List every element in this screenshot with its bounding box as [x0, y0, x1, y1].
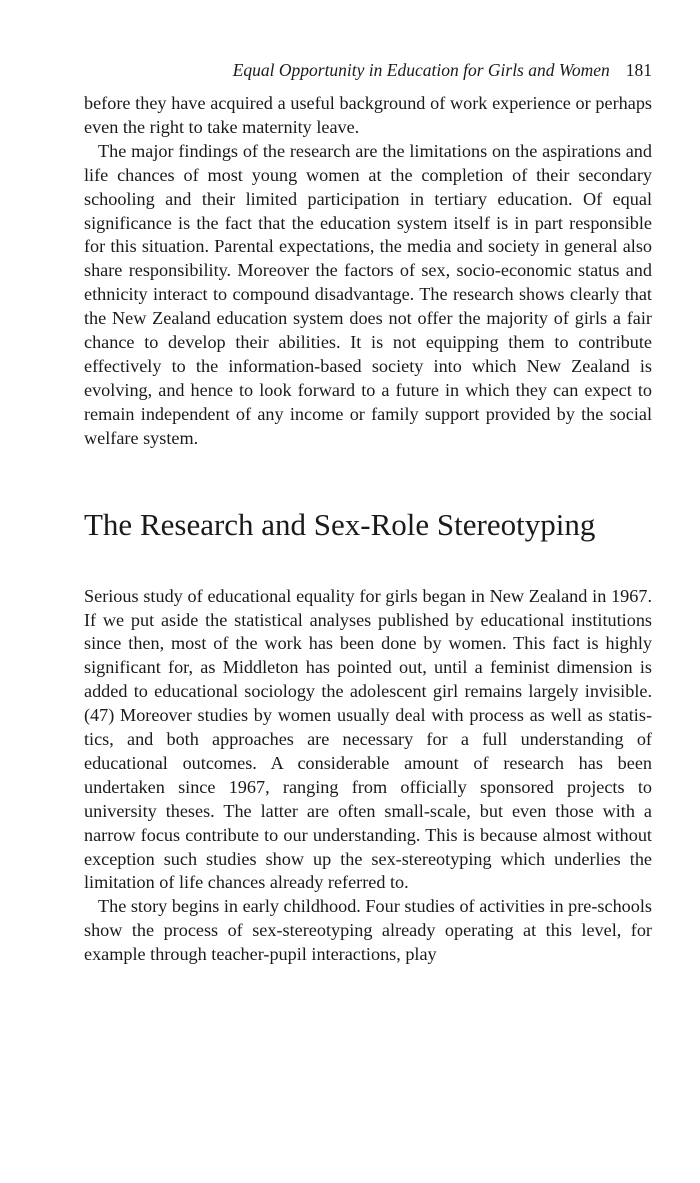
body-paragraph-early-childhood: The story begins in early childhood. Four studies of activities in pre-schools show the process of sex-stereotyping already operating at this level, for example through teacher-pupil interactions, play — [84, 896, 652, 965]
body-paragraph-serious-study: Serious study of educational equality for girls began in New Zealand in 1967. If we put aside the statistical analyses published by educational institutions since then, most of the work has been done by women. This fact is highly significant for, as Middleton has pointed out, until a feminist dimension is added to educational sociology the adolescent girl remains largely invisible. (47) Moreover studies by women usually deal with process as well as statistics, and both approaches are necessary for a full understanding of educational outcomes. A considerable amount of research has been undertaken since 1967, ranging from officially sponsored projects to university theses. The latter are often small-scale, but even those with a narrow focus contribute to our understanding. This is because almost without exception such studies show up the sex-stereotyping which underlies the limitation of life chances already referred to. — [84, 585, 652, 893]
running-head — [84, 58, 652, 82]
section-heading: The Research and Sex-Role Stereotyping — [84, 506, 596, 542]
running-head-title: Equal Opportunity in Education for Girls and Women — [232, 60, 610, 80]
page-number: 181 — [625, 60, 652, 80]
body-paragraph-continuation: before they have acquired a useful background of work experience or perhaps even the right to take maternity leave. — [84, 93, 652, 137]
body-paragraph-findings: The major findings of the research are the limitations on the aspirations and life chances of most young women at the completion of their secondary schooling and their limited participation in tertiary education. Of equal significance is the fact that the education system itself is in part responsible for this situation. Parental expectations, the media and society in general also share responsibility. Moreover the factors of sex, socio-economic status and ethnicity interact to compound disadvantage. The research shows clearly that the New Zealand education system does not offer the majority of girls a fair chance to develop their abilities. It is not equipping them to contribute effectively to the information-based society into which New Zealand is evolving, and hence to look forward to a future in which they can expect to remain independent of any income or family support provided by the social welfare system. — [84, 140, 652, 448]
book-page — [84, 58, 652, 967]
